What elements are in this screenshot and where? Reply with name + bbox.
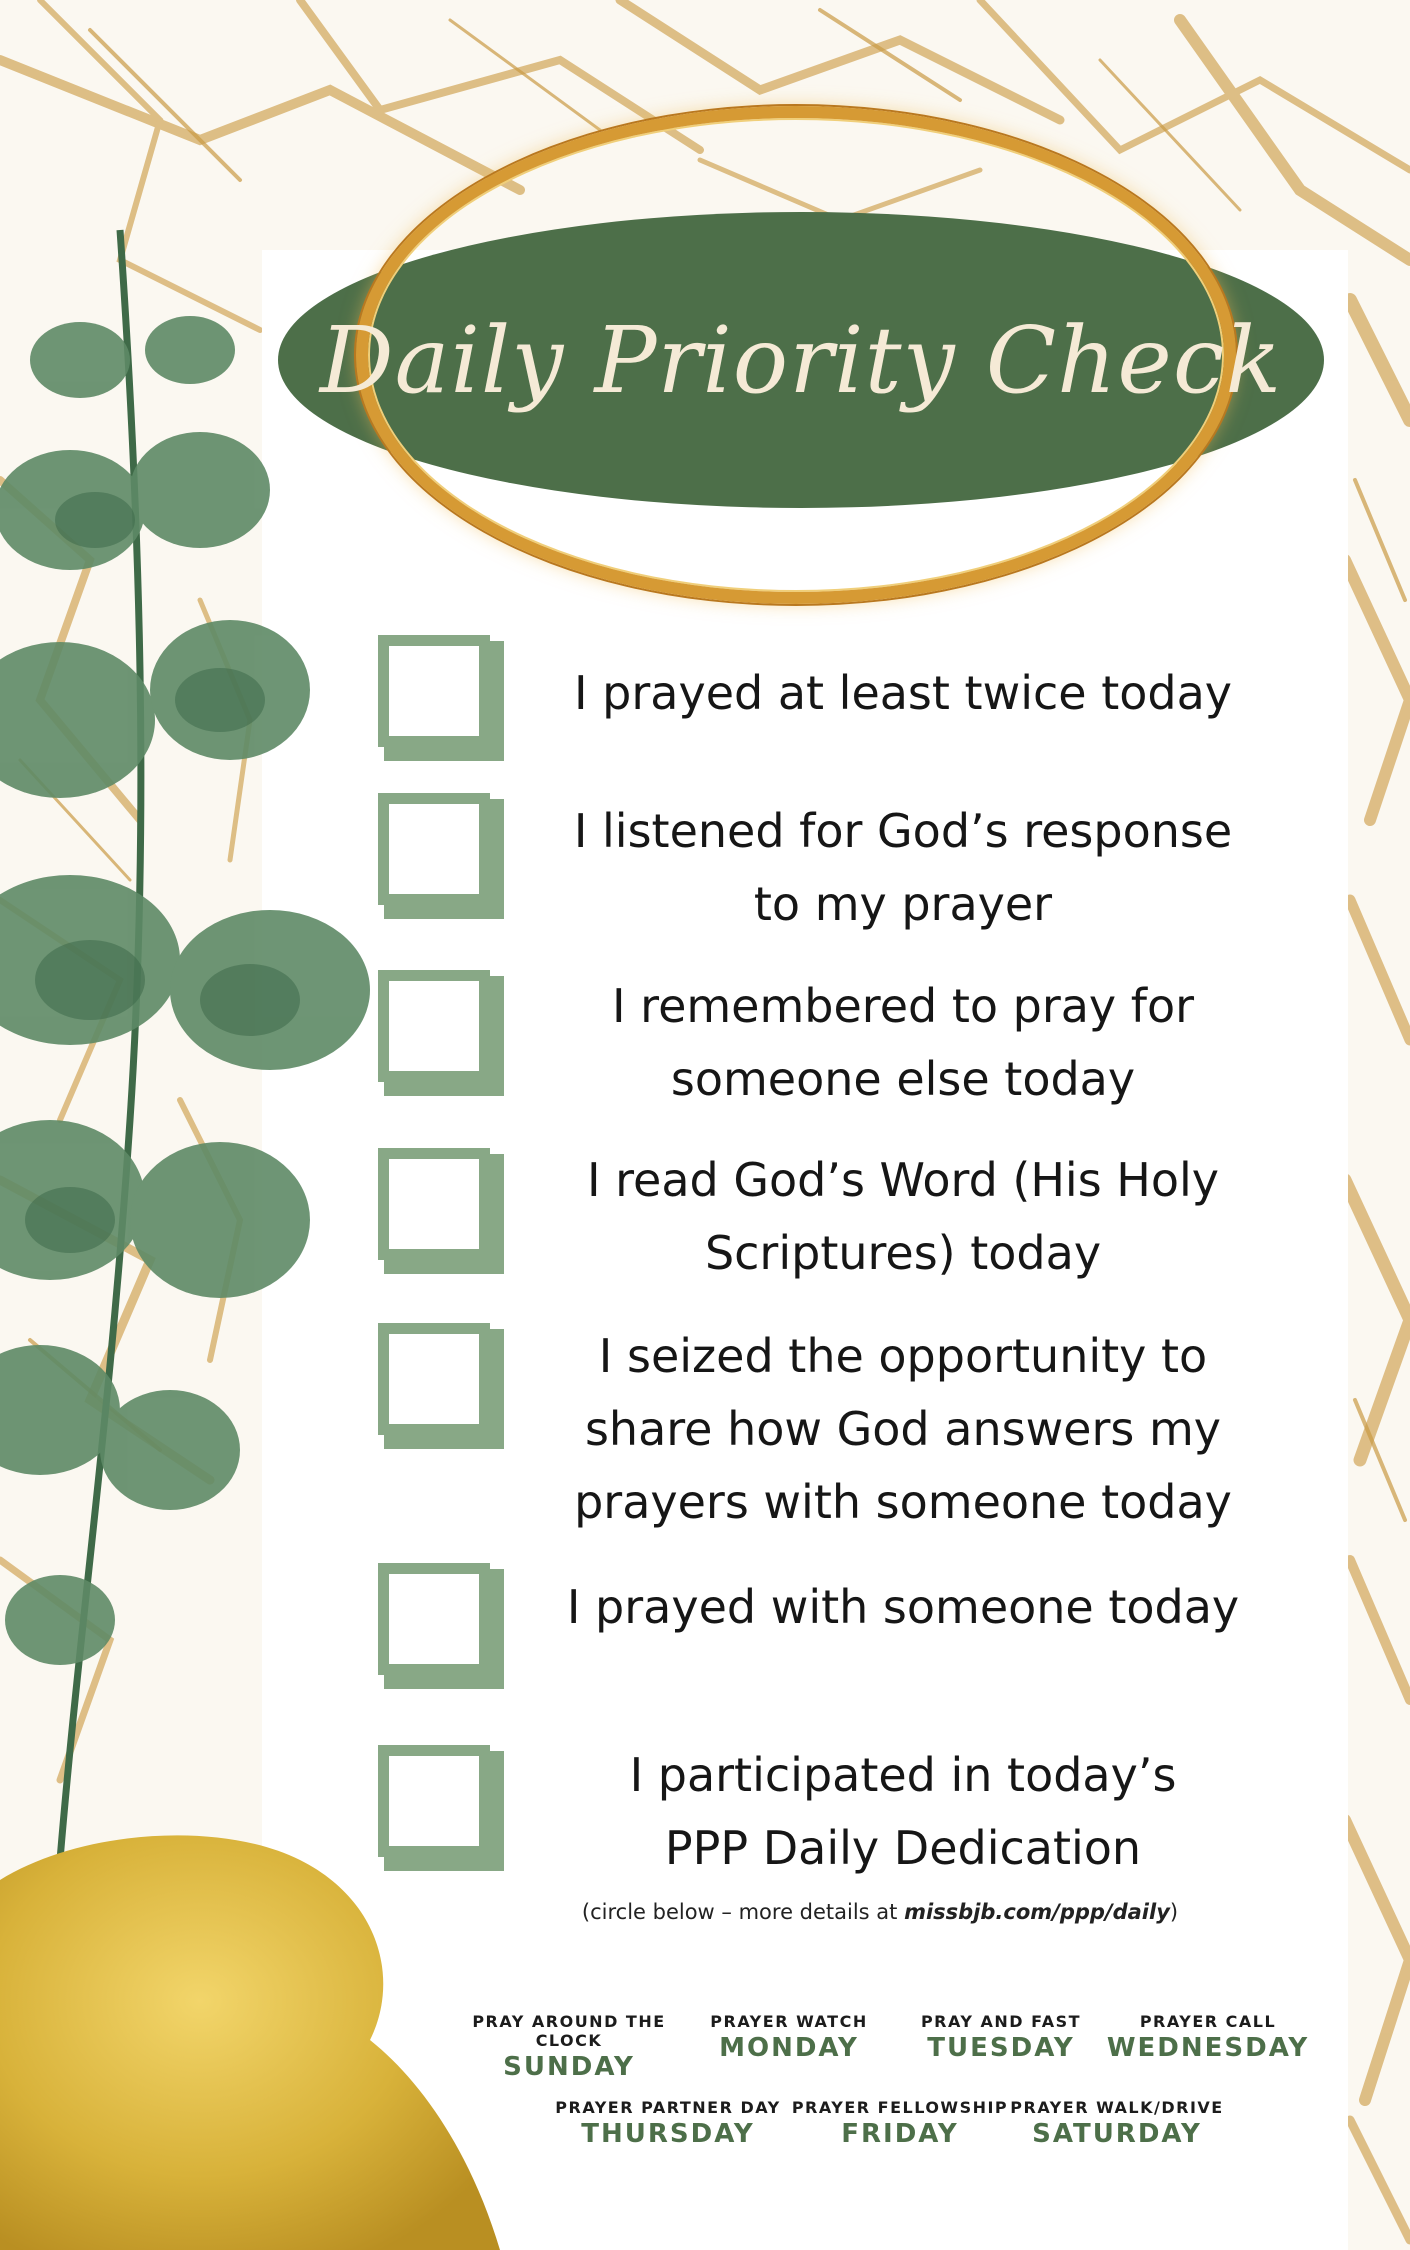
checkbox[interactable] <box>378 970 506 1098</box>
checkbox[interactable] <box>378 1563 506 1691</box>
day-caption: PRAY AROUND THE CLOCK <box>472 2012 666 2050</box>
checkbox[interactable] <box>378 1745 506 1873</box>
checkbox[interactable] <box>378 1323 506 1451</box>
checklist-item-text: I listened for God’s response to my prayer <box>573 804 1233 931</box>
day-option-saturday[interactable] <box>987 2098 1247 2149</box>
checklist-item-text: I prayed with someone today <box>566 1580 1240 1634</box>
day-caption: PRAYER WATCH <box>710 2012 868 2031</box>
day-name: THURSDAY <box>581 2119 755 2149</box>
page-title: Daily Priority Check <box>319 306 1283 414</box>
checklist-item-text: I seized the opportunity to share how God answers my prayers with someone today <box>574 1329 1232 1529</box>
note-suffix: ) <box>1169 1900 1179 1924</box>
day-name: FRIDAY <box>841 2119 959 2149</box>
details-note <box>480 1900 1280 1924</box>
checkbox[interactable] <box>378 635 506 763</box>
checklist-item-text: I participated in today’s PPP Daily Dedication <box>629 1748 1177 1875</box>
day-caption: PRAYER PARTNER DAY <box>555 2098 781 2117</box>
checkbox[interactable] <box>378 1148 506 1276</box>
note-prefix: (circle below – more details at <box>581 1900 905 1924</box>
day-name: MONDAY <box>719 2033 859 2063</box>
day-caption: PRAY AND FAST <box>920 2012 1082 2031</box>
day-name: TUESDAY <box>927 2033 1075 2063</box>
day-name: SATURDAY <box>1032 2119 1202 2149</box>
day-option-thursday[interactable] <box>538 2098 798 2149</box>
day-caption: PRAYER CALL <box>1139 2012 1277 2031</box>
checkbox[interactable] <box>378 793 506 921</box>
day-option-wednesday[interactable] <box>1078 2012 1338 2063</box>
day-caption: PRAYER WALK/DRIVE <box>1010 2098 1224 2117</box>
day-name: WEDNESDAY <box>1106 2033 1310 2063</box>
day-caption: PRAYER FELLOWSHIP <box>791 2098 1009 2117</box>
checklist-item-text: I remembered to pray for someone else today <box>611 979 1195 1106</box>
details-link[interactable]: missbjb.com/ppp/daily <box>904 1900 1170 1924</box>
checklist-item-text: I prayed at least twice today <box>573 666 1232 720</box>
day-name: SUNDAY <box>503 2052 635 2082</box>
checklist-item-text: I read God’s Word (His Holy Scriptures) today <box>586 1153 1220 1280</box>
